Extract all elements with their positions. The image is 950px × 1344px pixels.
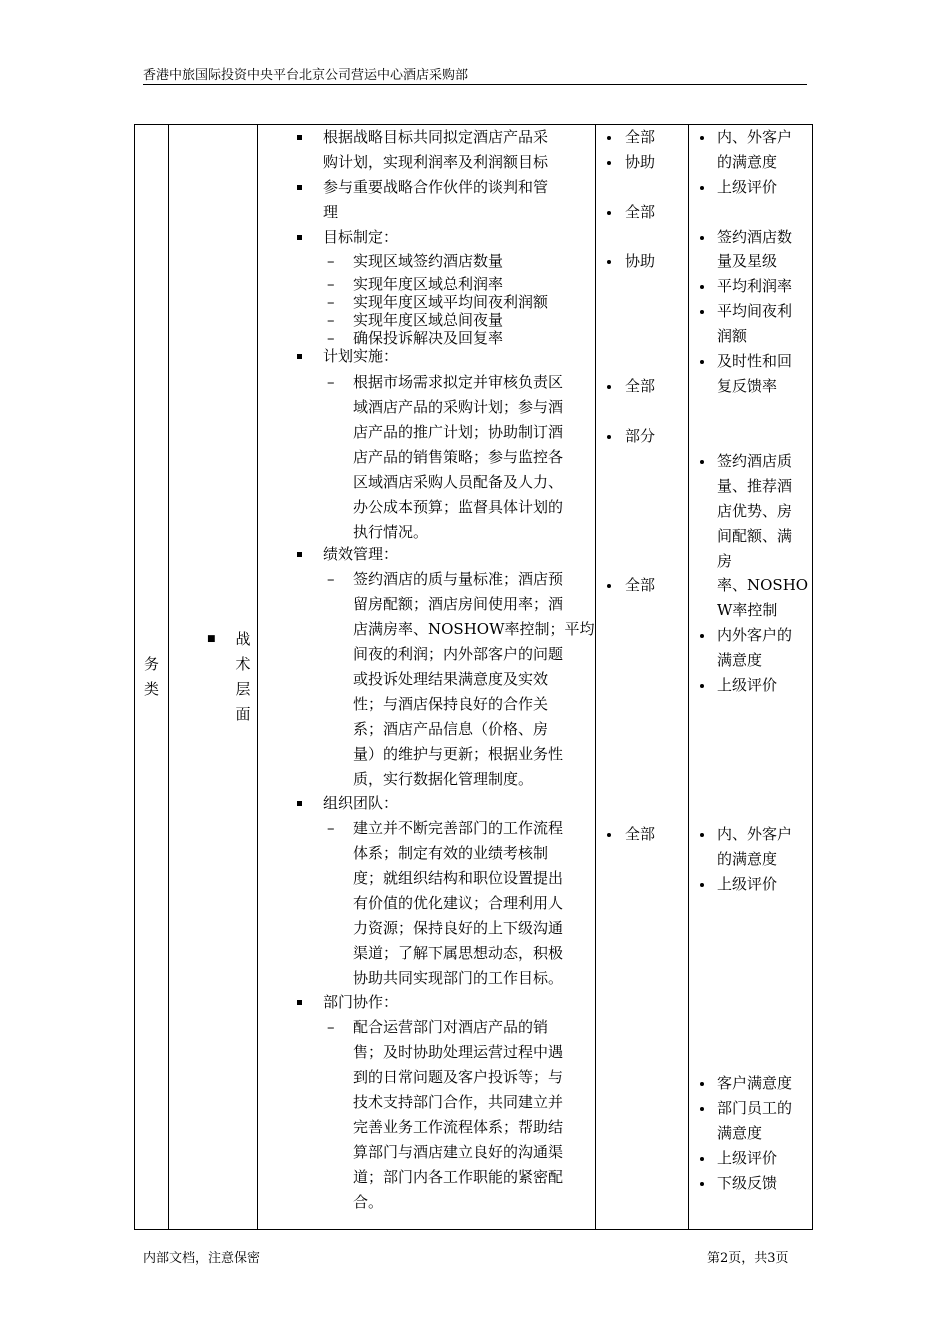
metric-item-continuation: 间配额、满 (717, 527, 793, 545)
content-subitem: 实现年度区域平均间夜利润额 (353, 293, 549, 311)
dash-bullet-icon: – (327, 311, 335, 329)
content-item: 计划实施： (323, 347, 399, 365)
content-subitem-continuation: 系；酒店产品信息（价格、房 (353, 720, 549, 738)
content-subitem-continuation: 道；部门内各工作职能的紧密配 (353, 1168, 564, 1186)
footer-confidential: 内部文档，注意保密 (143, 1251, 261, 1266)
metric-item-continuation: 满意度 (717, 1124, 763, 1142)
scope-value: 全部 (625, 203, 656, 221)
metric-item-continuation: 房 (717, 552, 733, 570)
scope-value: 协助 (625, 153, 656, 171)
bullet-dot-icon (607, 161, 611, 165)
metric-item: 上级评价 (717, 178, 778, 196)
content-subitem-continuation: 有价值的优化建议；合理利用人 (353, 894, 564, 912)
bullet-dot-icon (700, 310, 704, 314)
square-bullet-icon (297, 552, 302, 557)
level-cell (169, 125, 258, 1230)
scope-value: 全部 (625, 576, 656, 594)
dash-bullet-icon: – (327, 275, 335, 293)
footer-page-number: 第2页，共3页 (707, 1251, 789, 1266)
responsibility-table (134, 124, 813, 1230)
bullet-dot-icon (700, 285, 704, 289)
metric-item-continuation: 量及星级 (717, 252, 778, 270)
square-bullet-icon (297, 1000, 302, 1005)
content-subitem: 实现年度区域总间夜量 (353, 311, 504, 329)
content-subitem-continuation: 间夜的利润；内外部客户的问题 (353, 645, 564, 663)
bullet-dot-icon (700, 684, 704, 688)
level-bullet-icon: ■ (207, 634, 216, 644)
bullet-dot-icon (700, 1107, 704, 1111)
metric-item-continuation: 复反馈率 (717, 377, 778, 395)
content-subitem-continuation: 体系；制定有效的业绩考核制 (353, 844, 549, 862)
dash-bullet-icon: – (327, 819, 335, 837)
page-header-title: 香港中旅国际投资中央平台北京公司营运中心酒店采购部 (143, 68, 469, 83)
content-subitem-continuation: 合。 (353, 1193, 384, 1211)
vertical-char: 层 (235, 680, 251, 698)
content-subitem-continuation: 完善业务工作流程体系；帮助结 (353, 1118, 564, 1136)
bullet-dot-icon (607, 435, 611, 439)
bullet-dot-icon (700, 136, 704, 140)
metric-item: 下级反馈 (717, 1174, 778, 1192)
level-label (233, 627, 253, 727)
metric-item: 部门员工的 (717, 1099, 793, 1117)
metric-item-continuation: 润额 (717, 327, 748, 345)
vertical-char: 务 (143, 655, 159, 673)
metric-item: 内外客户的 (717, 626, 793, 644)
metric-item: 平均间夜利 (717, 302, 793, 320)
content-subitem-continuation: 渠道；了解下属思想动态，积极 (353, 944, 564, 962)
bullet-dot-icon (700, 186, 704, 190)
bullet-dot-icon (607, 136, 611, 140)
content-subitem-continuation: 区域酒店采购人员配备及人力、 (353, 473, 564, 491)
square-bullet-icon (297, 235, 302, 240)
dash-bullet-icon: – (327, 570, 335, 588)
content-subitem-continuation: 售；及时协助处理运营过程中遇 (353, 1043, 564, 1061)
vertical-char: 类 (143, 680, 159, 698)
metrics-cell (689, 125, 813, 1230)
dash-bullet-icon: – (327, 1018, 335, 1036)
dash-bullet-icon: – (327, 293, 335, 311)
content-subitem-continuation: 店产品的销售策略；参与监控各 (353, 448, 564, 466)
metric-item: 上级评价 (717, 676, 778, 694)
metric-item-continuation: 量、推荐酒 (717, 477, 793, 495)
content-subitem: 实现区域签约酒店数量 (353, 252, 504, 270)
vertical-char: 战 (235, 630, 251, 648)
scope-value: 全部 (625, 128, 656, 146)
scope-value: 全部 (625, 377, 656, 395)
content-subitem-continuation: 到的日常问题及客户投诉等；与 (353, 1068, 564, 1086)
content-item: 组织团队： (323, 794, 399, 812)
metric-item-continuation: 的满意度 (717, 850, 778, 868)
bullet-dot-icon (700, 360, 704, 364)
square-bullet-icon (297, 135, 302, 140)
content-subitem: 建立并不断完善部门的工作流程 (353, 819, 564, 837)
content-subitem-continuation: 域酒店产品的采购计划；参与酒 (353, 398, 564, 416)
bullet-dot-icon (607, 260, 611, 264)
square-bullet-icon (297, 185, 302, 190)
header-divider (143, 84, 807, 85)
content-item-continuation: 理 (323, 203, 339, 221)
bullet-dot-icon (607, 385, 611, 389)
bullet-dot-icon (700, 1182, 704, 1186)
scope-value: 协助 (625, 252, 656, 270)
metric-item: 及时性和回 (717, 352, 793, 370)
scope-value: 全部 (625, 825, 656, 843)
metric-item: 签约酒店数 (717, 228, 793, 246)
scope-value: 部分 (625, 427, 656, 445)
bullet-dot-icon (607, 833, 611, 837)
metric-item: 签约酒店质 (717, 452, 793, 470)
content-subitem-continuation: 办公成本预算；监督具体计划的 (353, 498, 564, 516)
content-subitem-continuation: 力资源；保持良好的上下级沟通 (353, 919, 564, 937)
metric-item: 内、外客户 (717, 128, 793, 146)
metric-item: 平均利润率 (717, 277, 793, 295)
category-label (135, 652, 168, 702)
bullet-dot-icon (700, 1082, 704, 1086)
vertical-char: 面 (235, 705, 251, 723)
dash-bullet-icon: – (327, 373, 335, 391)
content-item: 根据战略目标共同拟定酒店产品采 (323, 128, 549, 146)
dash-bullet-icon: – (327, 252, 335, 270)
metric-item-continuation: 率、NOSHO (717, 576, 809, 594)
metric-item: 客户满意度 (717, 1074, 793, 1092)
content-cell (258, 125, 596, 1230)
content-subitem-continuation: 留房配额；酒店房间使用率；酒 (353, 595, 564, 613)
content-item-continuation: 购计划，实现利润率及利润额目标 (323, 153, 549, 171)
bullet-dot-icon (607, 584, 611, 588)
metric-item: 上级评价 (717, 875, 778, 893)
content-subitem: 确保投诉解决及回复率 (353, 329, 504, 347)
metric-item: 上级评价 (717, 1149, 778, 1167)
bullet-dot-icon (700, 236, 704, 240)
content-item: 绩效管理： (323, 545, 399, 563)
bullet-dot-icon (607, 211, 611, 215)
table-row (135, 125, 813, 1230)
content-subitem-continuation: 技术支持部门合作，共同建立并 (353, 1093, 564, 1111)
vertical-char: 术 (235, 655, 251, 673)
bullet-dot-icon (700, 833, 704, 837)
dash-bullet-icon: – (327, 329, 335, 347)
scope-cell (596, 125, 689, 1230)
content-subitem-continuation: 店满房率、NOSHOW率控制；平均 (353, 620, 595, 638)
content-subitem-continuation: 度；就组织结构和职位设置提出 (353, 869, 564, 887)
metric-item-continuation: 满意度 (717, 651, 763, 669)
content-subitem-continuation: 性；与酒店保持良好的合作关 (353, 695, 549, 713)
bullet-dot-icon (700, 883, 704, 887)
content-subitem-continuation: 质，实行数据化管理制度。 (353, 770, 534, 788)
category-cell (135, 125, 169, 1230)
metric-item-continuation: W率控制 (717, 601, 778, 619)
square-bullet-icon (297, 354, 302, 359)
content-subitem-continuation: 协助共同实现部门的工作目标。 (353, 969, 564, 987)
square-bullet-icon (297, 801, 302, 806)
metric-item-continuation: 的满意度 (717, 153, 778, 171)
bullet-dot-icon (700, 460, 704, 464)
content-subitem: 实现年度区域总利润率 (353, 275, 504, 293)
content-subitem: 配合运营部门对酒店产品的销 (353, 1018, 549, 1036)
content-subitem-continuation: 店产品的推广计划；协助制订酒 (353, 423, 564, 441)
content-subitem: 根据市场需求拟定并审核负责区 (353, 373, 564, 391)
content-subitem-continuation: 或投诉处理结果满意度及实效 (353, 670, 549, 688)
content-subitem-continuation: 执行情况。 (353, 523, 429, 541)
bullet-dot-icon (700, 634, 704, 638)
content-item: 目标制定： (323, 228, 399, 246)
content-subitem-continuation: 量）的维护与更新；根据业务性 (353, 745, 564, 763)
bullet-dot-icon (700, 1157, 704, 1161)
content-item: 部门协作： (323, 993, 399, 1011)
content-subitem-continuation: 算部门与酒店建立良好的沟通渠 (353, 1143, 564, 1161)
metric-item-continuation: 店优势、房 (717, 502, 793, 520)
content-item: 参与重要战略合作伙伴的谈判和管 (323, 178, 549, 196)
metric-item: 内、外客户 (717, 825, 793, 843)
content-subitem: 签约酒店的质与量标准；酒店预 (353, 570, 564, 588)
